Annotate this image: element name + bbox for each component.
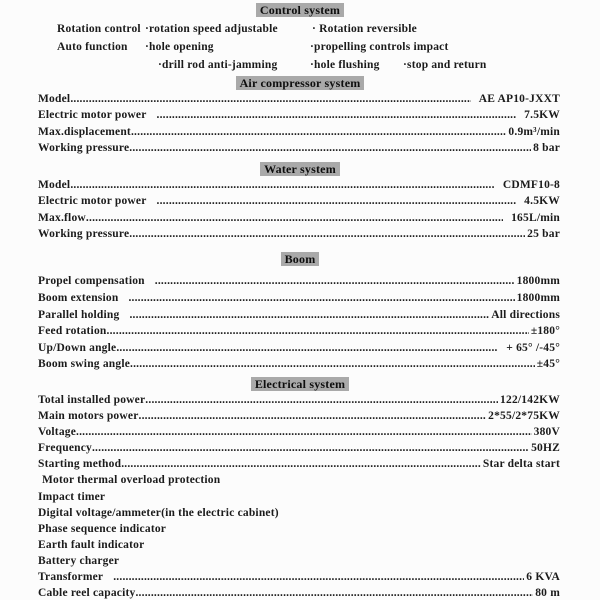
spec-label: Voltage [38, 426, 77, 439]
spec-row [38, 408, 560, 424]
spec-row [38, 356, 560, 373]
spec-label: Phase sequence indicator [38, 522, 167, 535]
spec-value: Star delta start [482, 458, 560, 471]
spec-value: 165L/min [511, 211, 560, 224]
section-air-compressor [0, 76, 600, 91]
spec-row [38, 290, 560, 307]
control-cell: Auto function [57, 41, 128, 53]
spec-value: 1800mm [516, 291, 560, 304]
spec-value: 50HZ [531, 442, 560, 455]
air-compressor-rows [38, 91, 560, 156]
dot-leader [157, 107, 517, 123]
spec-row [38, 273, 560, 290]
spec-value: 25 bar [527, 228, 560, 241]
section-boom [0, 252, 600, 267]
spec-row [38, 537, 560, 553]
spec-value: 122/142KW [500, 393, 560, 406]
dot-leader [116, 340, 498, 357]
spec-row [38, 340, 560, 357]
dot-leader [145, 392, 498, 408]
dot-leader [107, 323, 529, 340]
spec-label: Electric motor power [38, 195, 147, 208]
electrical-rows [38, 392, 560, 600]
dot-leader [157, 193, 517, 209]
control-cell: ·stop and return [403, 59, 487, 71]
spec-value: 8 bar [533, 141, 560, 154]
section-water [0, 162, 600, 177]
spec-value: 7.5KW [524, 109, 560, 122]
control-cell: ·rotation speed adjustable [145, 23, 278, 35]
spec-row [38, 505, 560, 521]
spec-row [38, 140, 560, 156]
spec-label: Parallel holding [38, 308, 120, 321]
spec-label: Feed rotation [38, 325, 107, 338]
section-header-air-compressor: Air compressor system [236, 76, 365, 90]
section-electrical [0, 377, 600, 392]
section-header-electrical: Electrical system [251, 377, 349, 391]
control-cell: · Rotation reversible [312, 23, 417, 35]
spec-label: Working pressure [38, 141, 130, 154]
spec-label: Max.displacement [38, 125, 131, 138]
dot-leader [86, 210, 503, 226]
spec-row [38, 424, 560, 440]
spec-value: ±45° [536, 358, 560, 371]
control-cell: ·propelling controls impact [310, 41, 449, 53]
spec-row [38, 307, 560, 324]
spec-value: 0.9m³/min [508, 125, 560, 138]
spec-sheet [0, 3, 600, 600]
dot-leader [155, 273, 515, 290]
spec-label: Earth fault indicator [38, 538, 145, 551]
control-cell: ·hole flushing [310, 59, 380, 71]
spec-value: All directions [491, 308, 560, 321]
control-row [0, 38, 600, 56]
section-header-control: Control system [256, 3, 344, 17]
spec-row [38, 124, 560, 140]
control-rows [0, 20, 600, 74]
spec-value: 380V [533, 426, 560, 439]
spec-row [38, 440, 560, 456]
dot-leader [76, 424, 532, 440]
dot-leader [92, 440, 529, 456]
section-header-boom: Boom [281, 252, 320, 266]
dot-leader [131, 124, 506, 140]
spec-row [38, 456, 560, 472]
spec-row [38, 177, 560, 193]
spec-row [38, 553, 560, 569]
spec-value: 2*55/2*75KW [488, 410, 560, 423]
spec-value: + 65° /-45° [506, 341, 560, 354]
spec-label: Total installed power [38, 393, 146, 406]
spec-value: 1800mm [516, 275, 560, 288]
spec-value: 4.5KW [524, 195, 560, 208]
spec-label: Frequency [38, 442, 92, 455]
spec-row [38, 392, 560, 408]
dot-leader [128, 290, 514, 307]
control-cell: Rotation control [57, 23, 141, 35]
spec-label: Max.flow [38, 211, 86, 224]
dot-leader [121, 456, 481, 472]
spec-row [38, 569, 560, 585]
spec-row [38, 489, 560, 505]
dot-leader [129, 140, 531, 156]
spec-label: Model [38, 93, 71, 105]
spec-label: Boom extension [38, 291, 119, 304]
spec-label: Model [38, 179, 71, 192]
spec-value: 80 m [535, 587, 560, 600]
spec-row [38, 193, 560, 209]
spec-label: Starting method [38, 458, 122, 471]
spec-label: Transformer [38, 570, 104, 583]
spec-label: Motor thermal overload protection [42, 474, 221, 487]
spec-row [38, 91, 560, 107]
spec-value: CDMF10-8 [502, 179, 560, 192]
spec-value: AE AP10-JXXT [478, 93, 560, 105]
boom-rows [38, 273, 560, 373]
control-cell: ·drill rod anti-jamming [158, 59, 278, 71]
section-control [0, 3, 600, 18]
spec-label: Main motors power [38, 410, 139, 423]
dot-leader [135, 585, 533, 600]
spec-label: Working pressure [38, 228, 130, 241]
spec-value: ±180° [530, 325, 560, 338]
dot-leader [113, 569, 524, 585]
spec-value: 6 KVA [526, 570, 560, 583]
dot-leader [70, 91, 470, 107]
control-row [0, 20, 600, 38]
spec-row [38, 226, 560, 242]
dot-leader [129, 307, 489, 324]
dot-leader [139, 408, 487, 424]
spec-label: Digital voltage/ammeter(in the electric cabinet) [38, 506, 279, 519]
control-row [0, 56, 600, 74]
spec-row [38, 107, 560, 123]
dot-leader [70, 177, 495, 193]
spec-label: Cable reel capacity [38, 587, 136, 600]
spec-row [38, 521, 560, 537]
spec-row [38, 323, 560, 340]
water-rows [38, 177, 560, 242]
spec-label: Impact timer [38, 490, 106, 503]
spec-label: Boom swing angle [38, 358, 131, 371]
spec-label: Up/Down angle [38, 341, 117, 354]
spec-label: Battery charger [38, 554, 120, 567]
section-header-water: Water system [260, 162, 340, 176]
control-cell: ·hole opening [145, 41, 214, 53]
spec-row [38, 472, 560, 488]
dot-leader [129, 226, 525, 242]
spec-row [38, 585, 560, 600]
spec-label: Electric motor power [38, 109, 147, 122]
spec-row [38, 210, 560, 226]
dot-leader [130, 356, 535, 373]
spec-label: Propel compensation [38, 275, 145, 288]
